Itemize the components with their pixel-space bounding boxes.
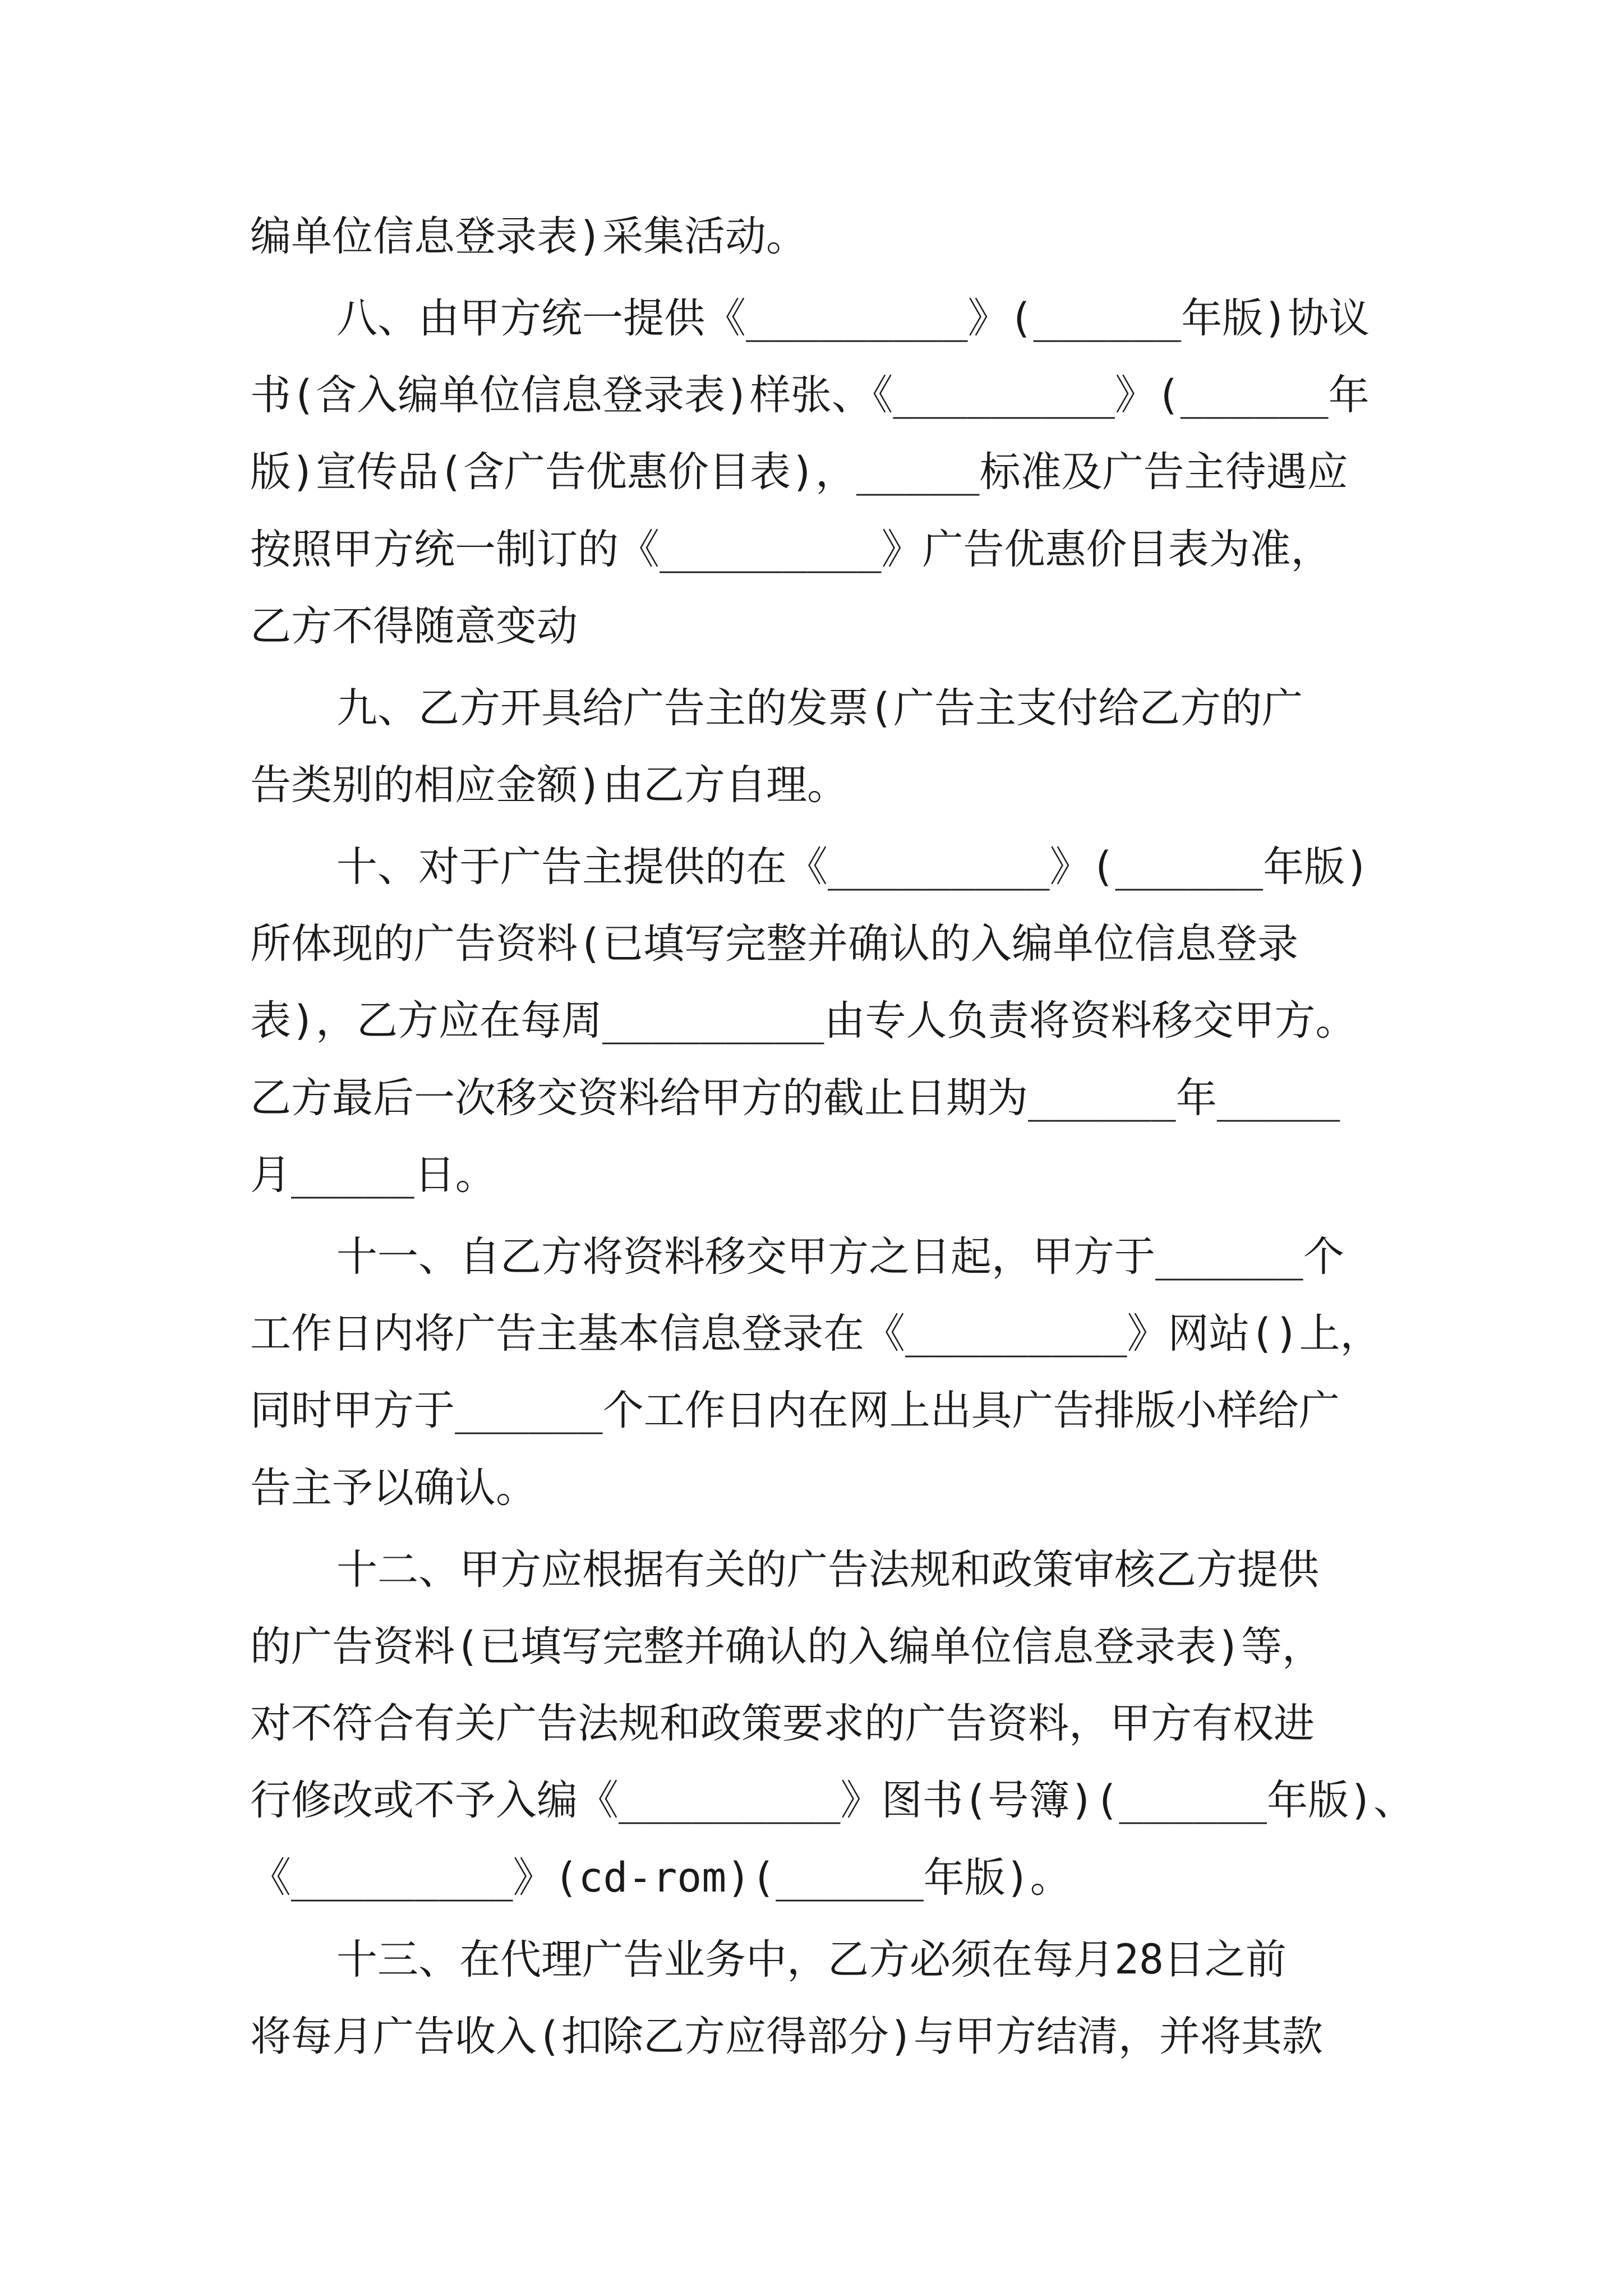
text-line: 乙方最后一次移交资料给甲方的截止日期为______年_____ [250, 1074, 1340, 1122]
text-line: 八、由甲方统一提供《_________》(______年版)协议 [336, 295, 1370, 342]
text-line: 十三、在代理广告业务中，乙方必须在每月28日之前 [336, 1936, 1287, 1984]
text-line: 的广告资料(已填写完整并确认的入编单位信息登录表)等， [250, 1623, 1323, 1671]
text-line: 版)宣传品(含广告优惠价目表)，_____标准及广告主待遇应 [250, 448, 1348, 496]
text-line: 十一、自乙方将资料移交甲方之日起，甲方于______个 [336, 1233, 1344, 1281]
text-line: 《_________》(cd-rom)(______年版)。 [250, 1854, 1071, 1902]
text-line: 工作日内将广告主基本信息登录在《_________》网站()上， [250, 1310, 1381, 1358]
text-line: 十二、甲方应根据有关的广告法规和政策审核乙方提供 [336, 1546, 1319, 1594]
text-line: 所体现的广告资料(已填写完整并确认的入编单位信息登录 [250, 920, 1298, 968]
text-line: 告类别的相应金额)由乙方自理。 [250, 761, 848, 809]
text-line: 对不符合有关广告法规和政策要求的广告资料，甲方有权进 [250, 1700, 1315, 1747]
text-line: 乙方不得随意变动 [250, 602, 578, 650]
text-line: 告主予以确认。 [250, 1464, 537, 1512]
text-line: 表)，乙方应在每周_________由专人负责将资料移交甲方。 [250, 997, 1357, 1045]
text-line: 行修改或不予入编《_________》图书(号簿)(______年版)、 [250, 1777, 1415, 1824]
text-line: 九、乙方开具给广告主的发票(广告主支付给乙方的广 [336, 684, 1303, 732]
text-line: 书(含入编单位信息登录表)样张、《_________》(______年 [250, 371, 1370, 419]
text-line: 按照甲方统一制订的《_________》广告优惠价目表为准， [250, 526, 1332, 573]
text-line: 同时甲方于______个工作日内在网上出具广告排版小样给广 [250, 1387, 1340, 1434]
text-line: 十、对于广告主提供的在《_________》(______年版) [336, 843, 1370, 891]
text-line: 编单位信息登录表)采集活动。 [250, 213, 807, 260]
text-line: 月_____日。 [250, 1151, 496, 1199]
text-line: 将每月广告收入(扣除乙方应得部分)与甲方结清，并将其款 [250, 2013, 1323, 2060]
